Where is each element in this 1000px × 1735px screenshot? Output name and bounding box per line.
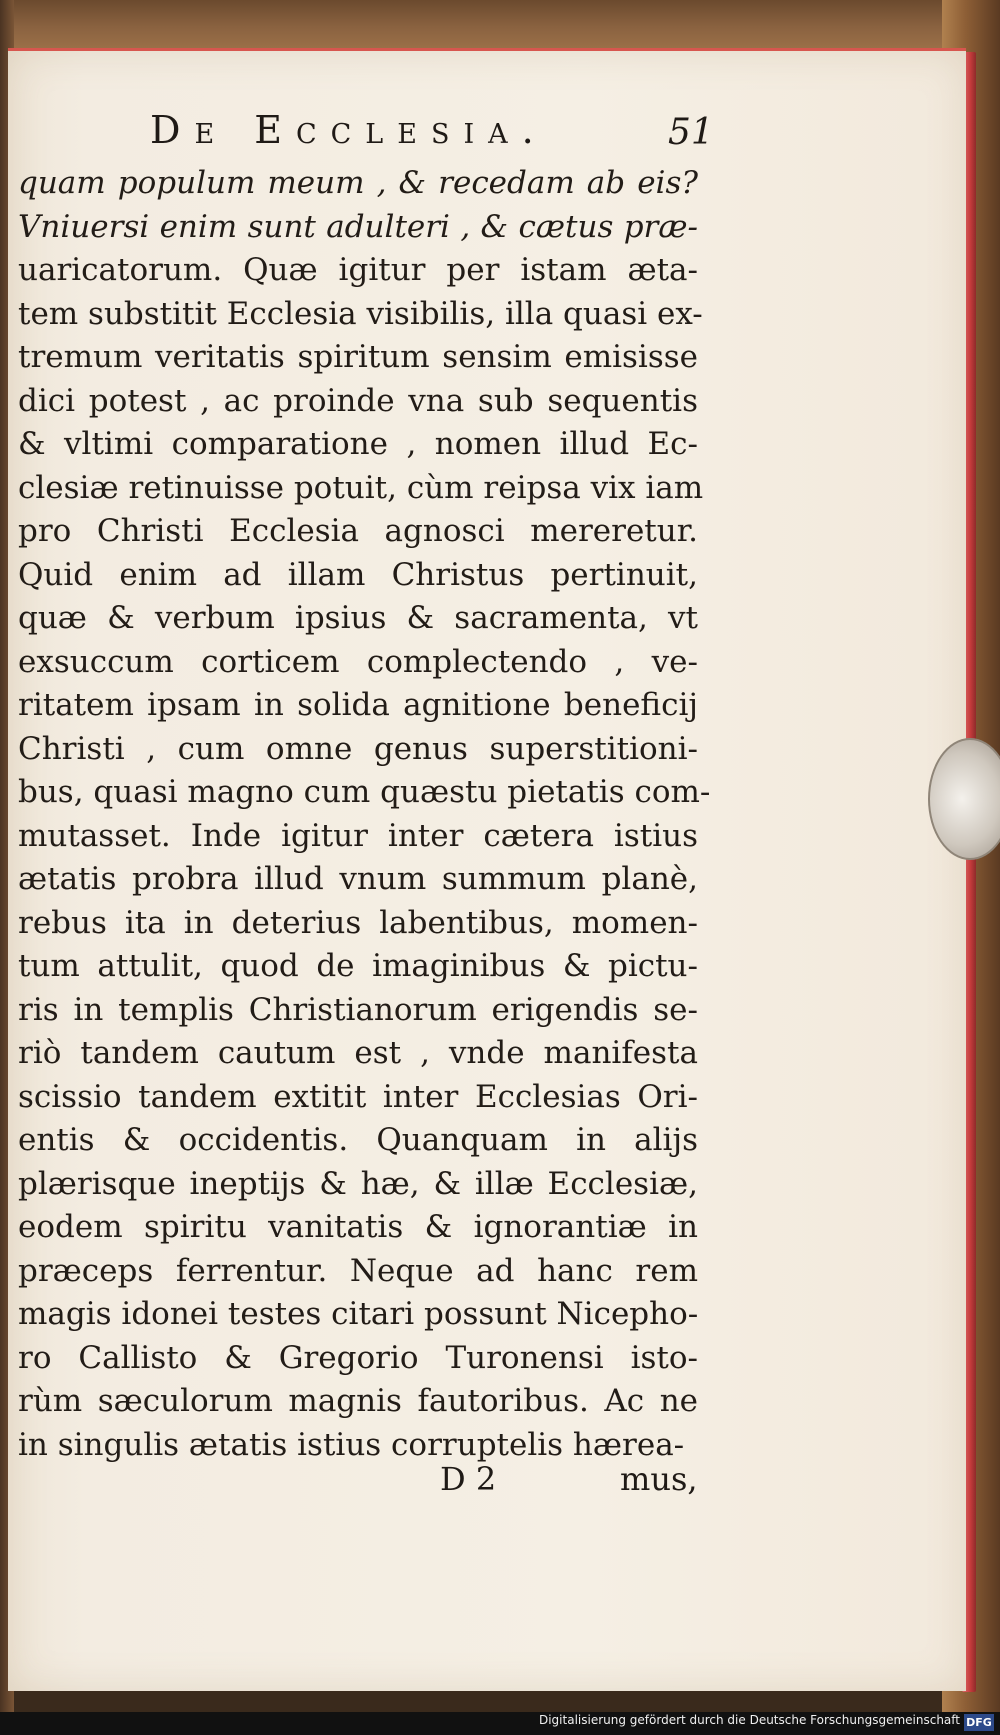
text-line: & vltimi comparatione , nomen illud Ec- — [18, 426, 698, 462]
text-line: Vniuersi enim sunt adulteri , & cætus præ- — [18, 208, 698, 245]
text-block — [18, 162, 711, 1467]
text-line: ritatem ipsam in solida agnitione beneficij — [18, 687, 698, 723]
signature-mark: D 2 — [440, 1460, 497, 1498]
text-line: bus, quasi magno cum quæstu pietatis com- — [18, 774, 711, 810]
text-line: in singulis ætatis istius corruptelis hærea- — [18, 1426, 685, 1463]
text-line: eodem spiritu vanitatis & ignorantiæ in — [18, 1209, 698, 1245]
text-line: entis & occidentis. Quanquam in alijs — [18, 1122, 698, 1158]
text-line: exsuccum corticem complectendo , ve- — [18, 643, 698, 680]
text-line: ætatis probra illud vnum summum planè, — [18, 861, 698, 897]
text-line: ris in templis Christianorum erigendis se- — [18, 991, 698, 1028]
text-line: quæ & verbum ipsius & sacramenta, vt — [18, 600, 698, 636]
text-line: Quid enim ad illam Christus pertinuit, — [18, 556, 698, 593]
text-line: dici potest , ac proinde vna sub sequentis — [18, 382, 698, 419]
text-line: quam populum meum , & recedam ab eis? — [18, 165, 698, 201]
text-line: tum attulit, quod de imaginibus & pictu- — [18, 948, 698, 984]
text-line: plærisque ineptijs & hæ, & illæ Ecclesiæ, — [18, 1165, 698, 1202]
text-line: rùm sæculorum magnis fautoribus. Ac ne — [18, 1383, 698, 1419]
running-title: De Ecclesia. — [150, 108, 548, 152]
text-line: pro Christi Ecclesia agnosci mereretur. — [18, 513, 698, 549]
text-line: scissio tandem extitit inter Ecclesias Ori- — [18, 1078, 698, 1115]
text-line: tremum veritatis spiritum sensim emisisse — [18, 339, 698, 375]
text-line: tem substitit Ecclesia visibilis, illa quasi ex- — [18, 295, 703, 332]
text-line: riò tandem cautum est , vnde manifesta — [18, 1035, 698, 1071]
text-line: rebus ita in deterius labentibus, momen- — [18, 904, 698, 941]
footer-credit: Digitalisierung gefördert durch die Deutsche Forschungsgemeinschaft — [538, 1713, 960, 1727]
text-line: mutasset. Inde igitur inter cætera istius — [18, 817, 698, 854]
text-line: præceps ferrentur. Neque ad hanc rem — [18, 1252, 698, 1289]
text-line: ro Callisto & Gregorio Turonensi isto- — [18, 1339, 698, 1376]
dfg-logo: DFG — [964, 1714, 994, 1731]
text-line: clesiæ retinuisse potuit, cùm reipsa vix iam — [18, 469, 704, 506]
text-line: magis idonei testes citari possunt Nicepho- — [18, 1296, 699, 1332]
text-line: Christi , cum omne genus superstitioni- — [18, 730, 698, 767]
text-line: uaricatorum. Quæ igitur per istam æta- — [18, 252, 698, 288]
page-number: 51 — [668, 112, 714, 153]
catchword-line — [440, 1460, 700, 1504]
catchword: mus, — [620, 1460, 698, 1498]
